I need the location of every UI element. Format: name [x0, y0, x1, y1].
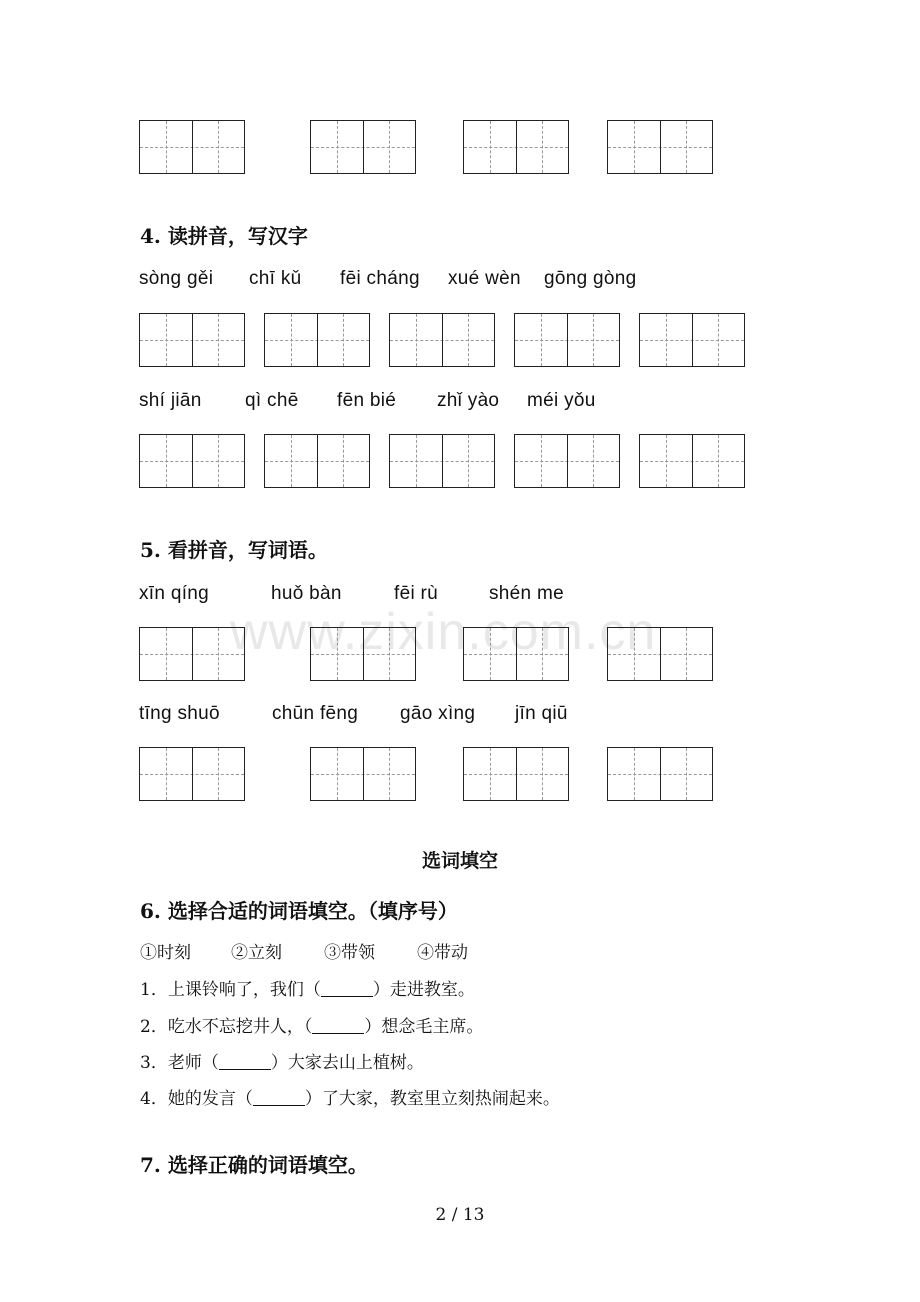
writing-grid[interactable]	[139, 747, 245, 801]
writing-grid[interactable]	[639, 313, 745, 367]
pinyin-word: jīn qiū	[515, 703, 568, 724]
sentence-2	[140, 1012, 483, 1037]
pinyin-word: sòng gěi	[139, 268, 214, 289]
writing-grid[interactable]	[607, 747, 713, 801]
answer-blank[interactable]	[312, 1016, 364, 1034]
section-title: 选词填空	[421, 850, 498, 872]
sentence-text: ）走进教室。	[372, 980, 475, 1000]
writing-grid[interactable]	[639, 434, 745, 488]
sentence-text: 她的发言（	[167, 1089, 253, 1109]
sentence-text: ）了大家，教室里立刻热闹起来。	[304, 1089, 560, 1109]
grid-row	[0, 434, 920, 490]
sentence-number: 2．	[140, 1017, 168, 1037]
sentence-3	[140, 1048, 424, 1073]
page-number: 2 / 13	[435, 1205, 485, 1225]
writing-grid[interactable]	[310, 747, 416, 801]
writing-grid[interactable]	[139, 434, 245, 488]
pinyin-word: xīn qíng	[139, 583, 210, 604]
pinyin-word: fēn bié	[337, 390, 397, 411]
pinyin-row	[0, 390, 920, 420]
writing-grid[interactable]	[310, 120, 416, 174]
sentence-text: ）大家去山上植树。	[270, 1053, 424, 1073]
sentence-4	[140, 1084, 560, 1109]
writing-grid[interactable]	[139, 627, 245, 681]
option: ③带领	[324, 943, 375, 963]
pinyin-word: zhǐ yào	[437, 390, 500, 411]
sentence-text: 老师（	[167, 1053, 219, 1073]
writing-grid[interactable]	[310, 627, 416, 681]
pinyin-word: chī kǔ	[249, 268, 302, 289]
pinyin-word: tīng shuō	[139, 703, 220, 724]
pinyin-word: méi yǒu	[527, 390, 596, 411]
option: ②立刻	[231, 943, 282, 963]
option: ①时刻	[140, 943, 191, 963]
pinyin-row	[0, 268, 920, 298]
sentence-number: 4．	[140, 1089, 168, 1109]
question-6-heading: 6. 选择合适的词语填空。（填序号）	[140, 899, 458, 923]
grid-row-top	[0, 120, 920, 176]
pinyin-word: fēi cháng	[340, 268, 420, 289]
writing-grid[interactable]	[264, 313, 370, 367]
sentence-text: 吃水不忘挖井人，（	[167, 1017, 313, 1037]
pinyin-word: shén me	[489, 583, 564, 604]
sentence-number: 1．	[140, 980, 168, 1000]
section-4-heading: 4. 读拼音，写汉字	[140, 224, 308, 248]
grid-row	[0, 747, 920, 803]
writing-grid[interactable]	[139, 120, 245, 174]
writing-grid[interactable]	[607, 120, 713, 174]
grid-row	[0, 627, 920, 683]
answer-blank[interactable]	[219, 1052, 271, 1070]
pinyin-word: fēi rù	[394, 583, 439, 604]
grid-row	[0, 313, 920, 369]
question-7-heading: 7. 选择正确的词语填空。	[140, 1153, 368, 1177]
pinyin-word: gāo xìng	[400, 703, 476, 724]
writing-grid[interactable]	[463, 120, 569, 174]
writing-grid[interactable]	[607, 627, 713, 681]
writing-grid[interactable]	[463, 747, 569, 801]
writing-grid[interactable]	[514, 313, 620, 367]
writing-grid[interactable]	[389, 434, 495, 488]
sentence-number: 3．	[140, 1053, 168, 1073]
sentence-1	[140, 975, 475, 1000]
section-5-heading: 5. 看拼音，写词语。	[140, 538, 328, 562]
pinyin-word: qì chē	[245, 390, 299, 411]
pinyin-row	[0, 703, 920, 733]
answer-blank[interactable]	[321, 979, 373, 997]
option: ④带动	[417, 943, 468, 963]
pinyin-word: xué wèn	[448, 268, 521, 289]
sentence-text: ）想念毛主席。	[364, 1017, 484, 1037]
writing-grid[interactable]	[389, 313, 495, 367]
writing-grid[interactable]	[264, 434, 370, 488]
pinyin-word: huǒ bàn	[271, 583, 342, 604]
answer-blank[interactable]	[253, 1088, 305, 1106]
pinyin-word: chūn fēng	[272, 703, 359, 724]
pinyin-word: gōng gòng	[544, 268, 637, 289]
pinyin-word: shí jiān	[139, 390, 202, 411]
watermark: www.zixin.com.cn	[230, 603, 657, 661]
writing-grid[interactable]	[139, 313, 245, 367]
sentence-text: 上课铃响了，我们（	[167, 980, 321, 1000]
writing-grid[interactable]	[514, 434, 620, 488]
writing-grid[interactable]	[463, 627, 569, 681]
